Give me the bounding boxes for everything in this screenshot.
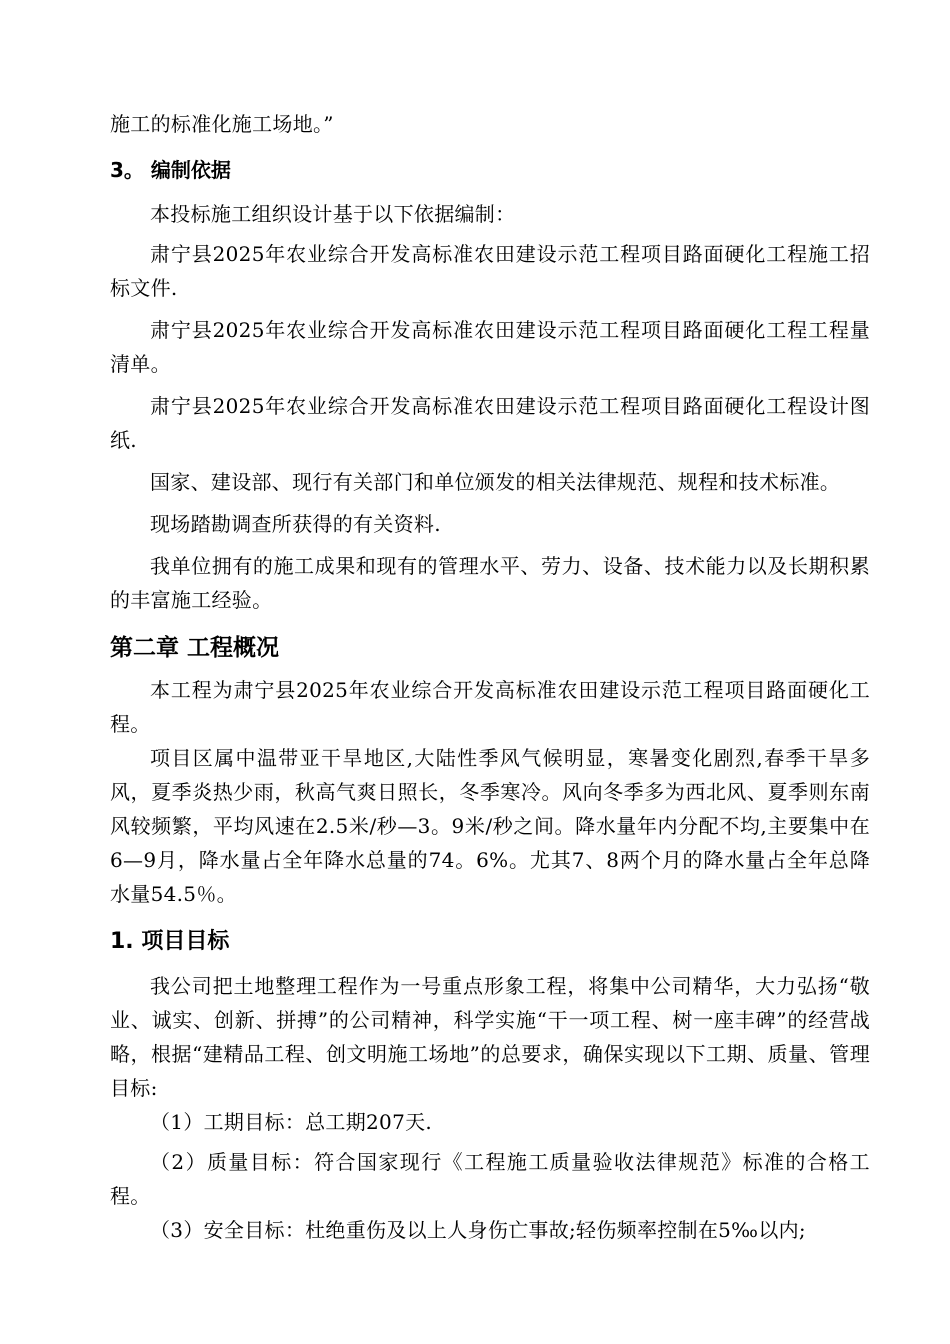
schedule-goal-paragraph: （1）工期目标：总工期207天. [150,1110,433,1134]
basis-experience-paragraph: 我单位拥有的施工成果和现有的管理水平、劳力、设备、技术能力以及长期积累的丰富施工经验。 [110,554,870,612]
basis-intro-paragraph: 本投标施工组织设计基于以下依据编制： [150,202,516,226]
section-1-heading: 1. 项目目标 [110,929,230,954]
section-3-heading: 3。 编制依据 [110,158,231,182]
safety-goal-paragraph: （3）安全目标：杜绝重伤及以上人身伤亡事故;轻伤频率控制在5‰以内; [150,1218,806,1242]
basis-tender-doc-paragraph: 肃宁县2025年农业综合开发高标准农田建设示范工程项目路面硬化工程施工招标文件. [110,242,870,300]
basis-standards-paragraph: 国家、建设部、现行有关部门和单位颁发的相关法律规范、规程和技术标准。 [150,470,841,494]
basis-bill-of-quantities-paragraph: 肃宁县2025年农业综合开发高标准农田建设示范工程项目路面硬化工程工程量清单。 [110,318,870,376]
goals-intro-paragraph: 我公司把土地整理工程作为一号重点形象工程，将集中公司精华，大力弘扬“敬业、诚实、创新、拼搏”的公司精神，科学实施“干一项工程、树一座丰碑”的经营战略，根据“建精品工程、创文明施工场地”的总要求，确保实现以下工期、质量、管理目标: [110,974,870,1100]
quality-goal-paragraph: （2）质量目标：符合国家现行《工程施工质量验收法律规范》标准的合格工程。 [110,1150,870,1208]
document-page [110,107,870,1247]
basis-site-survey-paragraph: 现场踏勘调查所获得的有关资料. [150,512,441,536]
climate-paragraph: 项目区属中温带亚干旱地区,大陆性季风气候明显，寒暑变化剧烈,春季干旱多风，夏季炎热少雨，秋高气爽日照长，冬季寒冷。风向冬季多为西北风、夏季则东南风较频繁，平均风速在2.5米/秒—3。9米/秒之间。降水量年内分配不均,主要集中在6—9月，降水量占全年降水总量的74。6%。尤其7、8两个月的降水量占全年总降水量54.5％。 [110,746,870,906]
chapter-2-heading: 第二章 工程概况 [110,635,280,661]
project-overview-paragraph: 本工程为肃宁县2025年农业综合开发高标准农田建设示范工程项目路面硬化工程。 [110,678,870,736]
intro-tail-paragraph: 施工的标准化施工场地。” [110,112,334,136]
basis-design-drawings-paragraph: 肃宁县2025年农业综合开发高标准农田建设示范工程项目路面硬化工程设计图纸. [110,394,870,452]
